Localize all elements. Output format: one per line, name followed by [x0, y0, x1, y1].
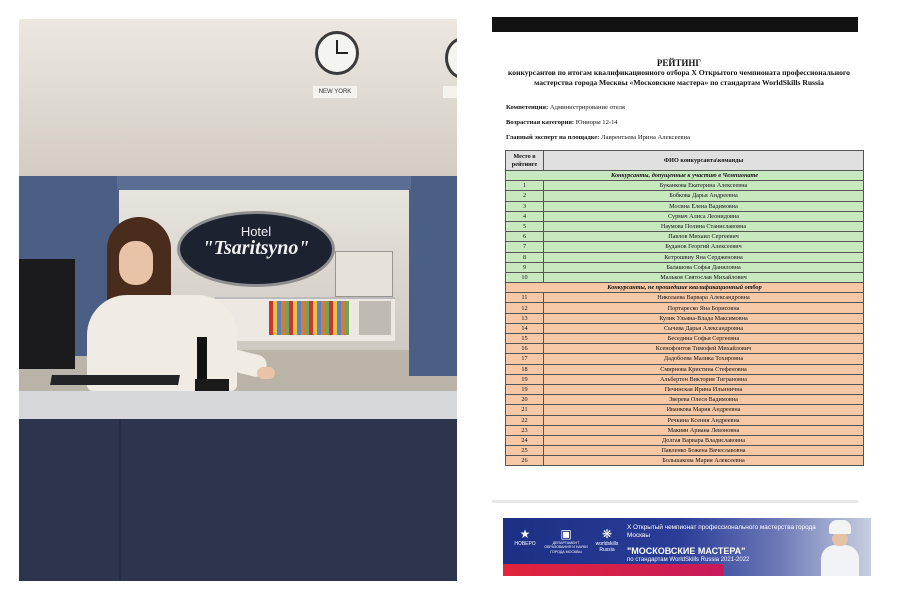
- clock-city-label-partial: [443, 86, 457, 98]
- competence-value: Администрирование отеля: [549, 104, 625, 111]
- table-row: [506, 201, 864, 211]
- banner-line3: по стандартам WorldSkills Russia 2021-2022: [627, 557, 750, 563]
- hotel-sign-line2: "Tsaritsyno": [202, 237, 310, 259]
- place-cell: 8: [506, 252, 544, 262]
- name-cell: Буканкова Екатерина Алексеевна: [544, 181, 864, 191]
- place-cell: 12: [506, 303, 544, 313]
- document-subtitle: конкурсантов по итогам квалификационного отбора X Открытого чемпионата профессионального мастерства города Москвы «Московские мастера» по стандартам WorldSkills Russia: [508, 68, 850, 87]
- hotel-sign: [177, 211, 335, 287]
- championship-banner: [503, 518, 871, 576]
- table-section-row: [506, 283, 864, 293]
- worldskills-logo: [593, 527, 621, 553]
- name-cell: Макиян Ариана Левоновна: [544, 425, 864, 435]
- place-cell: 15: [506, 334, 544, 344]
- table-row: [506, 313, 864, 323]
- place-cell: 6: [506, 232, 544, 242]
- place-cell: 20: [506, 395, 544, 405]
- name-cell: Наумова Полина Станиславовна: [544, 221, 864, 231]
- document-title-block: [492, 58, 866, 88]
- name-column-header: ФИО конкурсанта\команды: [544, 151, 864, 171]
- document-header-bar: [492, 17, 858, 32]
- banner-red-stripe: [503, 564, 723, 576]
- table-row: [506, 405, 864, 415]
- name-cell: Балашова Софья Даниловна: [544, 262, 864, 272]
- key-rack: [359, 301, 391, 335]
- place-cell: 4: [506, 211, 544, 221]
- telephone-handset: [197, 337, 207, 385]
- name-cell: Мосина Елена Вадимовна: [544, 201, 864, 211]
- place-cell: 22: [506, 415, 544, 425]
- rating-table: [505, 150, 864, 466]
- telephone-base: [195, 379, 229, 391]
- chef-coat: [821, 545, 859, 576]
- reception-photo: [19, 19, 457, 581]
- worldskills-logo-text: worldskills Russia: [595, 541, 619, 553]
- table-row: [506, 242, 864, 252]
- place-cell: 2: [506, 191, 544, 201]
- reception-canopy: [117, 176, 411, 190]
- chef-illustration: [819, 520, 861, 576]
- banner-line1: X Открытый чемпионат профессионального мастерства города Москвы: [627, 524, 816, 539]
- hotel-sign-line1: Hotel: [240, 224, 272, 239]
- table-row: [506, 323, 864, 333]
- place-cell: 3: [506, 201, 544, 211]
- table-row: [506, 374, 864, 384]
- competence-label: Компетенция:: [506, 104, 549, 111]
- name-cell: Ксенофонтов Тимофей Михайлович: [544, 344, 864, 354]
- person-face: [119, 241, 153, 285]
- chef-face: [832, 532, 848, 546]
- name-cell: Иванкова Мария Андреевна: [544, 405, 864, 415]
- name-cell: Павлов Михаил Сергеевич: [544, 232, 864, 242]
- section-heading: Конкурсанты, допущенные к участию в Чемпионате: [506, 171, 864, 181]
- table-row: [506, 334, 864, 344]
- age-category-value: Юниоры 12-14: [575, 119, 618, 126]
- wall: [19, 19, 457, 179]
- document-title: РЕЙТИНГ: [656, 58, 702, 68]
- banner-line2: "МОСКОВСКИЕ МАСТЕРА": [627, 546, 746, 556]
- table-row: [506, 262, 864, 272]
- keyboard: [50, 375, 180, 385]
- table-body: [506, 171, 864, 466]
- table-row: [506, 395, 864, 405]
- name-cell: Бобкова Дарья Андреевна: [544, 191, 864, 201]
- table-row: [506, 425, 864, 435]
- competence-line: [506, 104, 625, 111]
- worldskills-icon: ❋: [601, 527, 613, 541]
- department-logo: [543, 527, 589, 554]
- place-column-header: Место в рейтинге: [506, 151, 544, 171]
- name-cell: Сычева Дарья Александровна: [544, 323, 864, 333]
- novero-logo: [513, 527, 537, 547]
- name-cell: Большакова Мария Алексеевна: [544, 456, 864, 466]
- name-cell: Речкина Ксения Андреевна: [544, 415, 864, 425]
- age-category-label: Возрастная категория:: [506, 119, 575, 126]
- star-icon: ★: [519, 527, 531, 541]
- place-cell: 21: [506, 405, 544, 415]
- table-row: [506, 456, 864, 466]
- chef-hat-icon: [829, 520, 851, 534]
- table-row: [506, 272, 864, 282]
- name-cell: Альбертен Виктория Тиграновна: [544, 374, 864, 384]
- department-logo-text: ДЕПАРТАМЕНТ ОБРАЗОВАНИЯ И НАУКИ ГОРОДА МОСКВЫ: [544, 541, 588, 554]
- moscow-emblem-icon: ▣: [560, 527, 572, 541]
- table-row: [506, 181, 864, 191]
- name-cell: Буданов Георгий Алексеевич: [544, 242, 864, 252]
- table-row: [506, 191, 864, 201]
- place-cell: 9: [506, 262, 544, 272]
- name-cell: Кетрошвиу Яна Сердженовна: [544, 252, 864, 262]
- name-cell: Беседина Софья Сергеевна: [544, 334, 864, 344]
- table-row: [506, 293, 864, 303]
- table-row: [506, 384, 864, 394]
- reception-counter-front: [19, 419, 457, 581]
- section-heading: Конкурсанты, не прошедшие квалификационный отбор: [506, 283, 864, 293]
- place-cell: 10: [506, 272, 544, 282]
- table-row: [506, 221, 864, 231]
- reception-counter-top: [19, 391, 457, 419]
- chief-expert-label: Главный эксперт на площадке:: [506, 134, 600, 141]
- name-cell: Смирнова Кристина Стефеновна: [544, 364, 864, 374]
- name-cell: Павленко Божена Вячеславовна: [544, 446, 864, 456]
- name-cell: Портареско Яна Борисовна: [544, 303, 864, 313]
- place-cell: 23: [506, 425, 544, 435]
- clock-city-label: NEW YORK: [313, 86, 357, 98]
- rating-document: [476, 0, 900, 600]
- table-row: [506, 232, 864, 242]
- place-cell: 17: [506, 354, 544, 364]
- chief-expert-line: [506, 134, 690, 141]
- binders-on-shelf: [269, 301, 349, 335]
- table-header-row: [506, 151, 864, 171]
- table-row: [506, 446, 864, 456]
- place-cell: 25: [506, 446, 544, 456]
- place-cell: 13: [506, 313, 544, 323]
- page-divider: [492, 500, 858, 503]
- name-cell: Дадобоева Малика Тохировна: [544, 354, 864, 364]
- table-row: [506, 252, 864, 262]
- place-cell: 24: [506, 435, 544, 445]
- wall-panel-right: [409, 176, 457, 376]
- table-section-row: [506, 171, 864, 181]
- place-cell: 19: [506, 384, 544, 394]
- place-cell: 16: [506, 344, 544, 354]
- table-row: [506, 211, 864, 221]
- table-row: [506, 303, 864, 313]
- table-row: [506, 354, 864, 364]
- table-row: [506, 344, 864, 354]
- wall-clock-icon: [315, 31, 359, 75]
- name-cell: Сурмач Алиса Леонидовна: [544, 211, 864, 221]
- place-cell: 18: [506, 364, 544, 374]
- place-cell: 14: [506, 323, 544, 333]
- name-cell: Мальков Святослав Михайлович: [544, 272, 864, 282]
- name-cell: Николаева Варвара Александровна: [544, 293, 864, 303]
- person-hand: [257, 367, 275, 379]
- place-cell: 26: [506, 456, 544, 466]
- table-row: [506, 415, 864, 425]
- name-cell: Печинская Ирина Ильинична: [544, 384, 864, 394]
- computer-monitor: [19, 259, 75, 369]
- safe-box: [335, 251, 393, 297]
- name-cell: Долгая Варвара Владиславовна: [544, 435, 864, 445]
- name-cell: Кулик Ульяна-Влада Максимовна: [544, 313, 864, 323]
- place-cell: 1: [506, 181, 544, 191]
- place-cell: 11: [506, 293, 544, 303]
- age-category-line: [506, 119, 618, 126]
- name-cell: Зверева Олеся Вадимовна: [544, 395, 864, 405]
- chief-expert-value: Лаврентьева Ирина Алексеевна: [601, 134, 690, 141]
- novero-logo-text: НОВЕРО: [514, 541, 536, 547]
- place-cell: 19: [506, 374, 544, 384]
- table-row: [506, 435, 864, 445]
- table-row: [506, 364, 864, 374]
- place-cell: 5: [506, 221, 544, 231]
- place-cell: 7: [506, 242, 544, 252]
